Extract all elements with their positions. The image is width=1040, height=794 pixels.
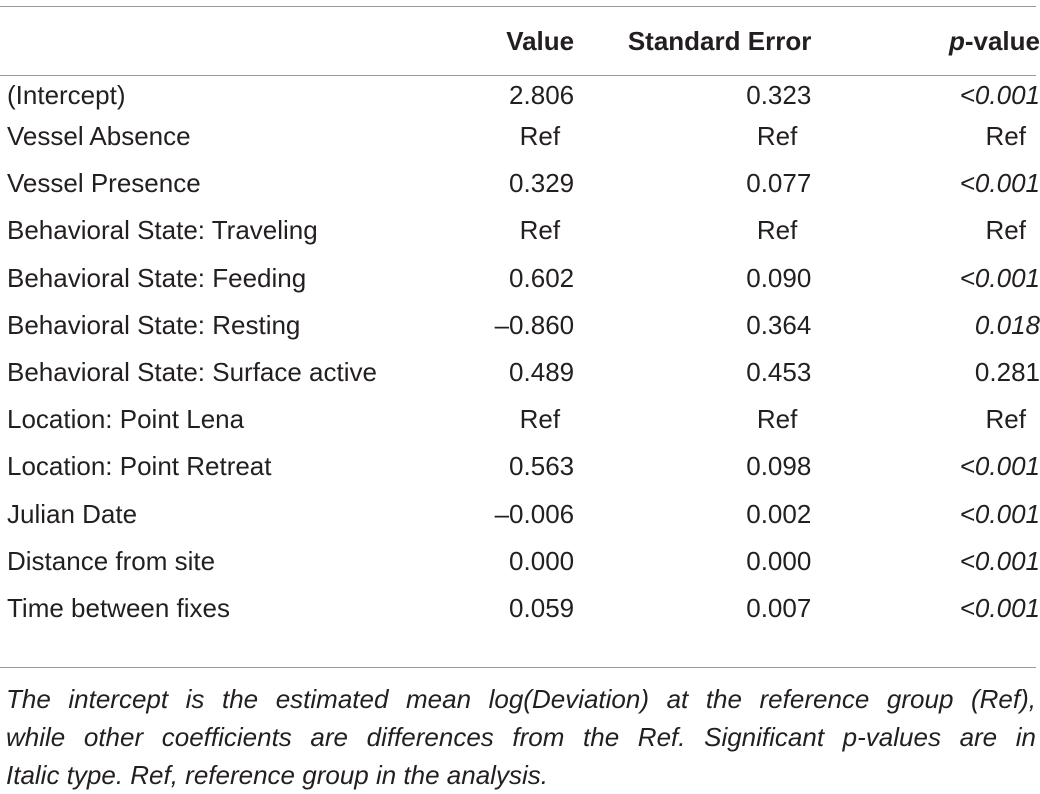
row-label: Julian Date <box>7 498 138 529</box>
table-row <box>0 585 1040 632</box>
standard-error-cell: 0.323 <box>746 80 812 110</box>
p-value-cell: <0.001 <box>959 498 1040 529</box>
row-label: Time between fixes <box>7 592 231 623</box>
row-label: (Intercept) <box>7 80 126 110</box>
row-label: Behavioral State: Feeding <box>7 262 307 293</box>
standard-error-cell: Ref <box>756 404 798 435</box>
table-row <box>0 207 1040 254</box>
row-label: Behavioral State: Surface active <box>7 357 377 388</box>
table-row <box>0 255 1040 302</box>
value-cell: 0.000 <box>509 545 575 576</box>
value-cell: Ref <box>519 121 561 152</box>
value-cell: 0.059 <box>509 592 575 623</box>
row-label: Location: Point Retreat <box>7 451 272 482</box>
regression-table <box>0 16 1040 632</box>
value-cell: –0.006 <box>494 498 575 529</box>
header-label <box>0 16 439 66</box>
footnote-line-3: Italic type. Ref, reference group in the analysis. <box>6 760 548 790</box>
standard-error-cell: 0.098 <box>746 451 812 482</box>
row-label: Behavioral State: Resting <box>7 309 301 340</box>
value-cell: 0.329 <box>509 168 575 199</box>
standard-error-cell: 0.453 <box>746 357 812 388</box>
value-cell: Ref <box>519 215 561 246</box>
p-value-cell: <0.001 <box>959 80 1040 110</box>
header-row <box>0 16 1040 66</box>
row-label: Vessel Presence <box>7 168 201 199</box>
table-row <box>0 396 1040 443</box>
p-value-cell: 0.018 <box>974 309 1040 340</box>
table-row <box>0 443 1040 490</box>
p-value-cell: Ref <box>985 121 1026 152</box>
value-cell: –0.860 <box>494 309 575 340</box>
footnote-line-2: while other coefficients are differences from the Ref. Significant p-values are in <box>6 722 1036 752</box>
footnote-line-1: The intercept is the estimated mean log(Deviation) at the reference group (Ref), <box>6 684 1036 714</box>
standard-error-cell: Ref <box>756 215 798 246</box>
table-body <box>0 66 1040 632</box>
header-value: Value <box>506 25 575 56</box>
value-cell: 0.563 <box>509 451 575 482</box>
p-value-cell: Ref <box>985 404 1026 435</box>
p-value-cell: <0.001 <box>959 262 1040 293</box>
standard-error-cell: Ref <box>756 121 798 152</box>
p-value-cell: <0.001 <box>959 168 1040 199</box>
table-row <box>0 538 1040 585</box>
table-row <box>0 160 1040 207</box>
value-cell: 0.602 <box>509 262 575 293</box>
table-row <box>0 66 1040 113</box>
p-value-cell: <0.001 <box>959 545 1040 576</box>
row-label: Behavioral State: Traveling <box>7 215 318 246</box>
standard-error-cell: 0.002 <box>746 498 812 529</box>
row-label: Location: Point Lena <box>7 404 245 435</box>
p-value-cell: 0.281 <box>974 357 1040 388</box>
value-cell: Ref <box>519 404 561 435</box>
p-value-cell: <0.001 <box>959 592 1040 623</box>
row-label: Distance from site <box>7 545 216 576</box>
header-standard-error: Standard Error <box>627 25 812 56</box>
top-rule <box>0 6 1036 7</box>
value-cell: 0.489 <box>509 357 575 388</box>
p-value-cell: Ref <box>985 215 1026 246</box>
table-row <box>0 491 1040 538</box>
standard-error-cell: 0.090 <box>746 262 812 293</box>
row-label: Vessel Absence <box>7 121 191 152</box>
standard-error-cell: 0.000 <box>746 545 812 576</box>
bottom-rule <box>0 667 1036 668</box>
table-row <box>0 113 1040 160</box>
table-row <box>0 302 1040 349</box>
standard-error-cell: 0.077 <box>746 168 812 199</box>
header-p-rest: -value <box>964 25 1040 56</box>
table-row <box>0 349 1040 396</box>
header-p-italic: p <box>948 25 965 56</box>
header-p-value <box>811 16 1040 66</box>
value-cell: 2.806 <box>509 80 575 110</box>
p-value-cell: <0.001 <box>959 451 1040 482</box>
standard-error-cell: 0.007 <box>746 592 812 623</box>
standard-error-cell: 0.364 <box>746 309 812 340</box>
table-footnote <box>6 680 1036 794</box>
